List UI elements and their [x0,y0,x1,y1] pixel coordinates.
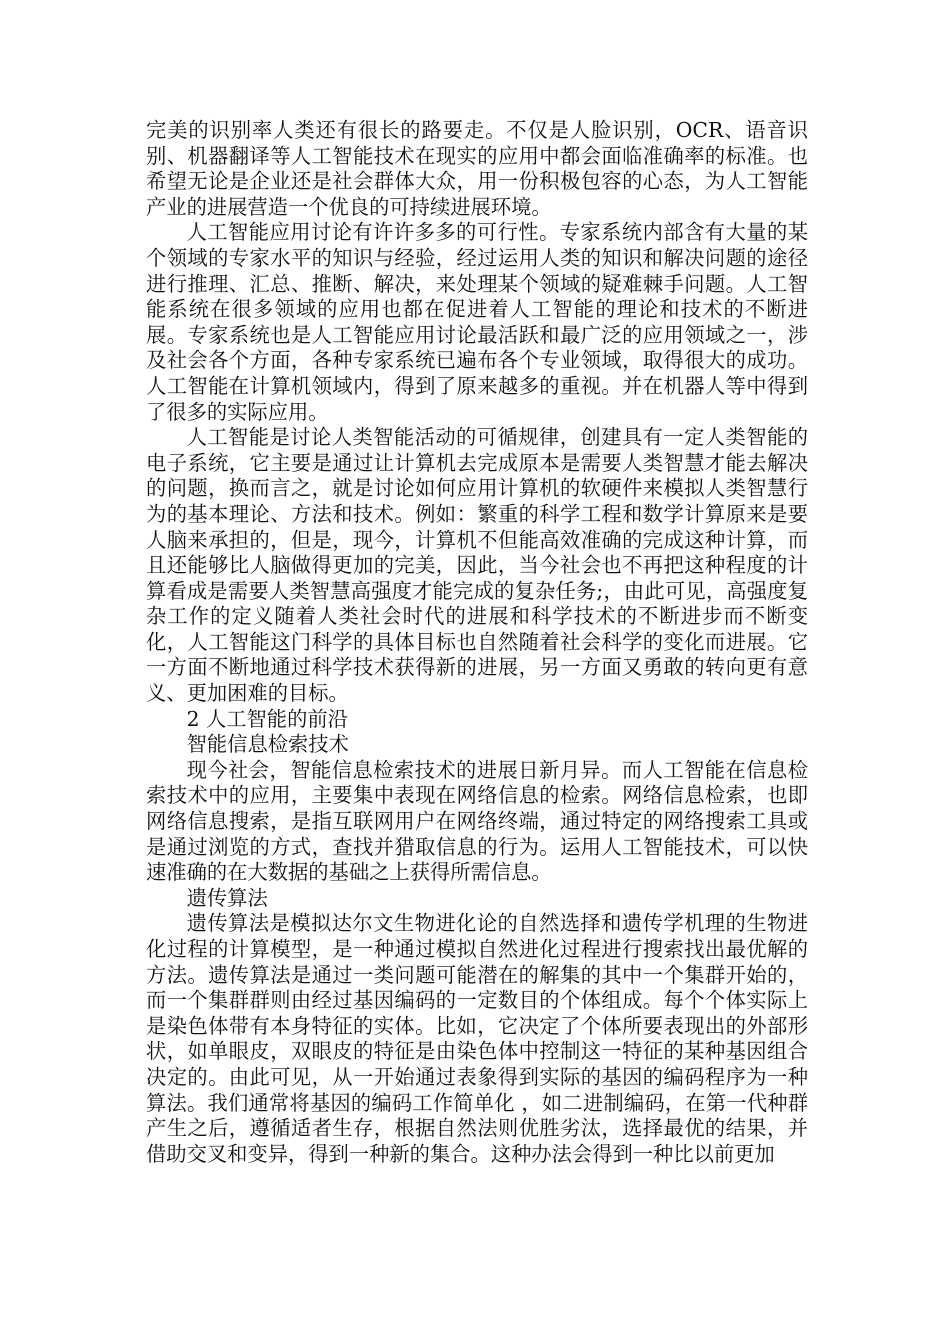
body-text [146,118,808,1167]
paragraph-1: 完美的识别率人类还有很长的路要走。不仅是人脸识别，OCR、语音识别、机器翻译等人工智能技术在现实的应用中都会面临准确率的标准。也希望无论是企业还是社会群体大众，用一份积极包容的心态，为人工智能产业的进展营造一个优良的可持续进展环境。 [146,118,808,219]
subheading-genetic-algorithm: 遗传算法 [186,885,268,910]
paragraph-genetic-algorithm: 遗传算法是模拟达尔文生物进化论的自然选择和遗传学机理的生物进化过程的计算模型，是一种通过模拟自然进化过程进行搜索找出最优解的方法。遗传算法是通过一类问题可能潜在的解集的其中一个集群开始的，而一个集群群则由经过基因编码的一定数目的个体组成。每个个体实际上是染色体带有本身特征的实体。比如，它决定了个体所要表现出的外部形状，如单眼皮，双眼皮的特征是由染色体中控制这一特征的某种基因组合决定的。由此可见，从一开始通过表象得到实际的基因的编码程序为一种算法。我们通常将基因的编码工作简单化 ，如二进制编码，在第一代种群产生之后，遵循适者生存，根据自然法则优胜劣汰，选择最优的结果，并借助交叉和变异，得到一种新的集合。这种办法会得到一种比以前更加 [146,911,808,1166]
section-heading-frontier: 2 人工智能的前沿 [186,706,348,731]
paragraph-3: 人工智能是讨论人类智能活动的可循规律，创建具有一定人类智能的电子系统，它主要是通过让计算机去完成原本是需要人类智慧才能去解决的问题，换而言之，就是讨论如何应用计算机的软硬件来模拟人类智慧行为的基本理论、方法和技术。例如：繁重的科学工程和数学计算原来是要人脑来承担的，但是，现今，计算机不但能高效准确的完成这种计算，而且还能够比人脑做得更加的完美，因此，当今社会也不再把这种程度的计算看成是需要人类智慧高强度才能完成的复杂任务;，由此可见，高强度复杂工作的定义随着人类社会时代的进展和科学技术的不断进步而不断变化，人工智能这门科学的具体目标也自然随着社会科学的变化而进展。它一方面不断地通过科学技术获得新的进展，另一方面又勇敢的转向更有意义、更加困难的目标。 [146,425,808,706]
paragraph-retrieval: 现今社会，智能信息检索技术的进展日新月异。而人工智能在信息检索技术中的应用，主要集中表现在网络信息的检索。网络信息检索，也即网络信息搜索，是指互联网用户在网络终端，通过特定的网络搜索工具或是通过浏览的方式，查找并猎取信息的行为。运用人工智能技术，可以快速准确的在大数据的基础之上获得所需信息。 [146,757,808,885]
paragraph-2: 人工智能应用讨论有许许多多的可行性。专家系统内部含有大量的某个领域的专家水平的知识与经验，经过运用人类的知识和解决问题的途径进行推理、汇总、推断、解决，来处理某个领域的疑难棘手问题。人工智能系统在很多领域的应用也都在促进着人工智能的理论和技术的不断进展。专家系统也是人工智能应用讨论最活跃和最广泛的应用领域之一，涉及社会各个方面，各种专家系统已遍布各个专业领域，取得很大的成功。人工智能在计算机领域内，得到了原来越多的重视。并在机器人等中得到了很多的实际应用。 [146,220,808,424]
subheading-retrieval: 智能信息检索技术 [186,732,349,757]
